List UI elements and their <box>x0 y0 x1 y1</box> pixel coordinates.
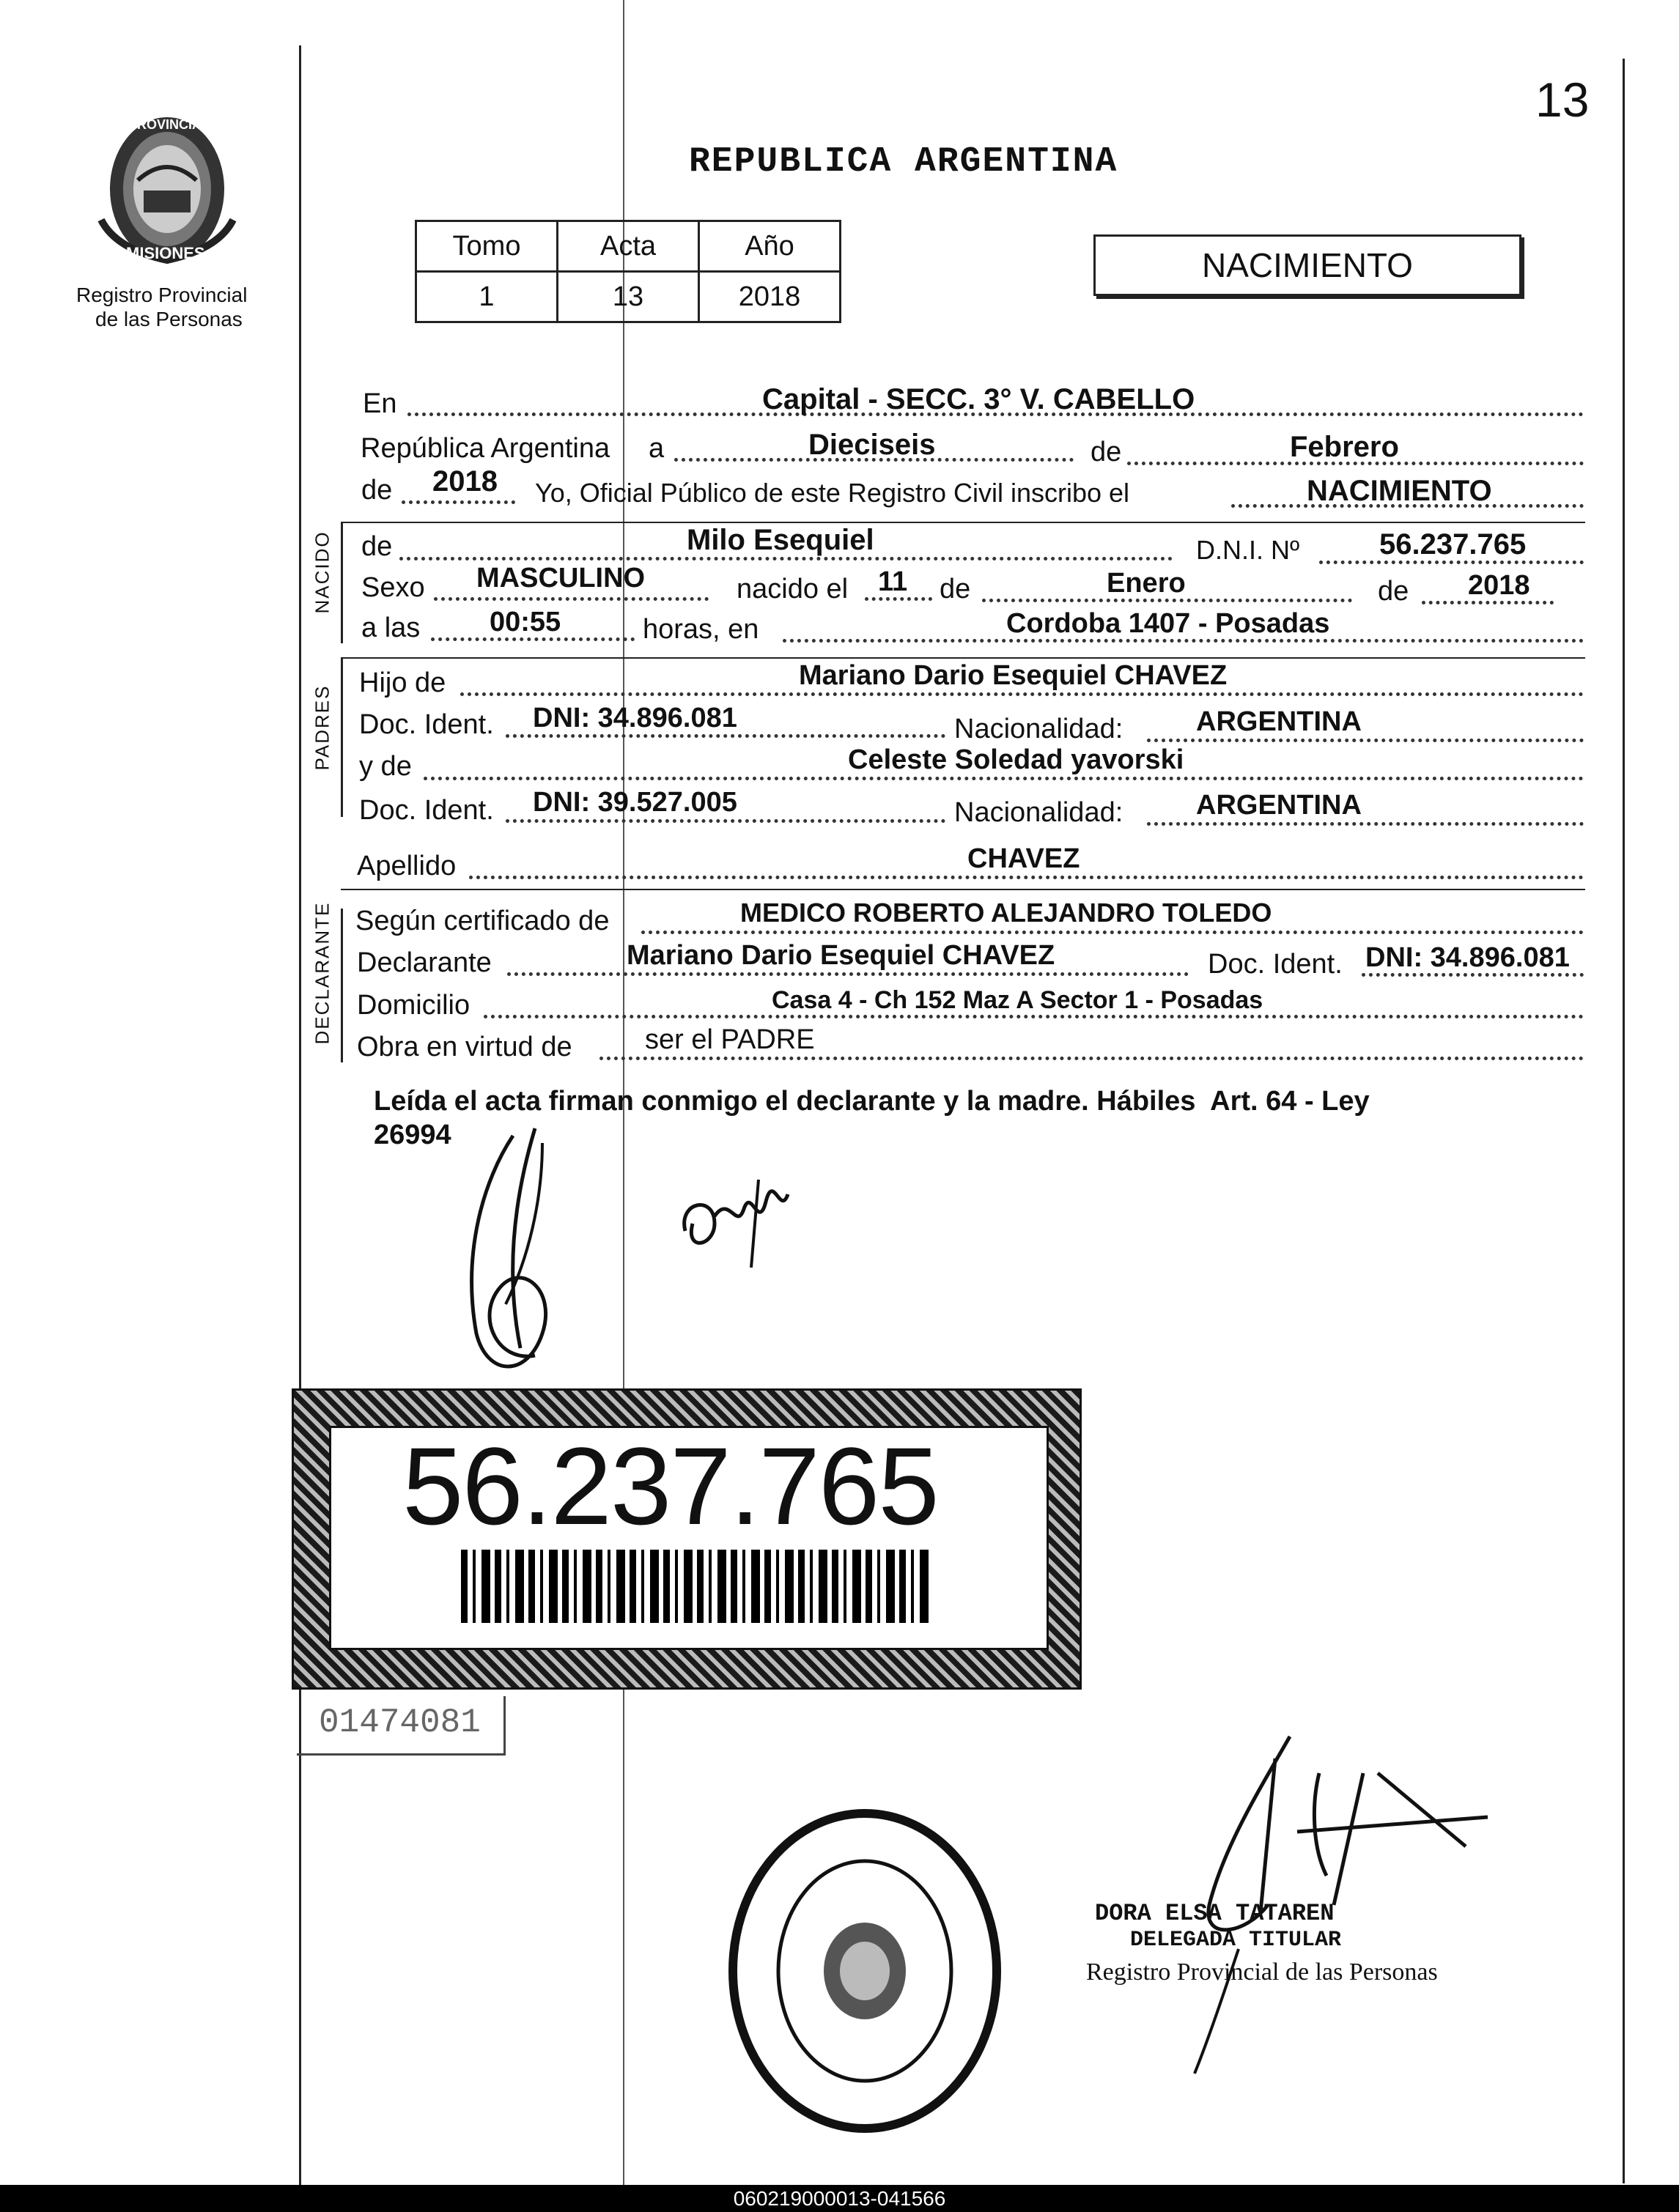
value-sexo: MASCULINO <box>476 563 646 593</box>
country-title: REPUBLICA ARGENTINA <box>689 142 1118 182</box>
value-mes-nac: Enero <box>1107 568 1186 599</box>
official-name: DORA ELSA TATAREN <box>1095 1900 1335 1927</box>
declarant-signature <box>432 1114 601 1385</box>
dots <box>641 931 1584 934</box>
page-number: 13 <box>1535 73 1590 127</box>
label-a: a <box>649 433 665 464</box>
dots <box>434 597 709 601</box>
value-dia-nac: 11 <box>878 566 908 597</box>
dots <box>1362 973 1584 977</box>
official-title: DELEGADA TITULAR <box>1130 1928 1342 1953</box>
value-declarante: Mariano Dario Esequiel CHAVEZ <box>627 940 1055 971</box>
id-sticker <box>292 1388 1082 1690</box>
section-padres: PADRES <box>311 684 333 771</box>
value-domicilio: Casa 4 - Ch 152 Maz A Sector 1 - Posadas <box>772 986 1263 1014</box>
dots <box>865 597 932 601</box>
dots <box>469 876 1584 879</box>
act-type-box <box>1093 234 1521 296</box>
footer-band <box>0 2185 1679 2212</box>
label-de-name: de <box>361 531 393 562</box>
dots <box>460 692 1584 696</box>
dots <box>431 637 635 641</box>
logo-seal-text-top: PROVINCIA DE <box>128 117 224 132</box>
value-obra: ser el PADRE <box>645 1024 815 1055</box>
label-de-year: de <box>361 475 393 506</box>
id-serial-box <box>297 1696 506 1756</box>
label-doc-ident-1: Doc. Ident. <box>359 709 494 740</box>
id-barcode <box>461 1550 930 1623</box>
id-sticker-number: 56.237.765 <box>402 1424 938 1547</box>
value-madre-doc: DNI: 39.527.005 <box>533 787 737 818</box>
label-nacionalidad-2: Nacionalidad: <box>954 797 1123 828</box>
dots <box>982 599 1352 602</box>
label-apellido: Apellido <box>357 851 457 881</box>
label-yo: Yo, Oficial Público de este Registro Civil inscribo el <box>535 478 1130 508</box>
value-padre: Mariano Dario Esequiel CHAVEZ <box>799 660 1228 691</box>
value-lugar-nac: Cordoba 1407 - Posadas <box>1006 608 1330 639</box>
value-nombre: Milo Esequiel <box>687 524 874 556</box>
label-a-las: a las <box>361 613 421 643</box>
value-apellido: CHAVEZ <box>967 843 1080 874</box>
footer-code: 060219000013-041566 <box>733 2187 946 2210</box>
registry-table <box>415 220 841 323</box>
nacido-bar <box>341 522 343 643</box>
acta-header: Acta <box>558 221 699 272</box>
dots <box>507 972 1189 976</box>
label-de-month: de <box>1091 437 1122 467</box>
logo-caption-2: de las Personas <box>95 308 243 330</box>
value-padre-nac: ARGENTINA <box>1196 706 1362 737</box>
label-de-birth-year: de <box>1378 576 1409 607</box>
value-certificado: MEDICO ROBERTO ALEJANDRO TOLEDO <box>740 898 1272 928</box>
value-anio-nac: 2018 <box>1468 570 1530 601</box>
dots <box>424 777 1584 780</box>
anio-value: 2018 <box>699 272 841 322</box>
closing-text-1: Leída el acta firman conmigo el declarante y la madre. Hábiles Art. 64 - Ley <box>374 1086 1370 1117</box>
label-nacido-el: nacido el <box>737 574 849 604</box>
section-nacido: NACIDO <box>311 530 333 614</box>
dots <box>399 557 1173 561</box>
value-lugar: Capital - SECC. 3° V. CABELLO <box>762 383 1195 415</box>
label-sexo: Sexo <box>361 572 425 603</box>
value-acto: NACIMIENTO <box>1307 475 1492 507</box>
value-mes: Febrero <box>1290 431 1399 463</box>
label-y-de: y de <box>359 751 412 782</box>
mother-signature <box>671 1165 802 1275</box>
value-madre-nac: ARGENTINA <box>1196 790 1362 821</box>
label-dni: D.N.I. Nº <box>1196 535 1300 565</box>
logo-seal-text-bottom: MISIONES <box>126 244 205 262</box>
act-type: NACIMIENTO <box>1202 246 1413 284</box>
label-republica: República Argentina <box>361 433 610 464</box>
label-de-day: de <box>940 574 971 604</box>
dots <box>484 1015 1584 1018</box>
label-hijo-de: Hijo de <box>359 667 446 698</box>
logo-caption-1: Registro Provincial <box>76 284 248 306</box>
label-nacionalidad-1: Nacionalidad: <box>954 714 1123 744</box>
label-doc-ident-decl: Doc. Ident. <box>1208 949 1343 980</box>
left-margin-line <box>299 45 301 2185</box>
anio-header: Año <box>699 221 841 272</box>
value-madre: Celeste Soledad yavorski <box>848 744 1184 775</box>
dots <box>1147 822 1584 826</box>
value-dni: 56.237.765 <box>1379 528 1527 561</box>
official-office: Registro Provincial de las Personas <box>1086 1958 1438 1986</box>
value-padre-doc: DNI: 34.896.081 <box>533 703 737 733</box>
label-domicilio: Domicilio <box>357 990 471 1021</box>
dots <box>783 639 1584 643</box>
apellido-rule <box>341 889 1585 890</box>
right-margin-line <box>1623 59 1625 2183</box>
label-horas-en: horas, en <box>643 614 759 645</box>
label-segun: Según certificado de <box>355 906 610 936</box>
label-doc-ident-2: Doc. Ident. <box>359 795 494 826</box>
dots <box>1422 601 1554 604</box>
value-hora: 00:55 <box>490 607 561 637</box>
label-declarante: Declarante <box>357 947 492 978</box>
value-declarante-doc: DNI: 34.896.081 <box>1365 942 1570 973</box>
dots <box>506 819 945 823</box>
tomo-value: 1 <box>416 272 558 322</box>
label-en: En <box>363 388 397 419</box>
dots <box>1319 561 1584 564</box>
dots <box>599 1057 1584 1060</box>
dots <box>402 500 515 504</box>
value-anio: 2018 <box>432 465 498 497</box>
section-declarante: DECLARANTE <box>311 901 333 1045</box>
padres-top-rule <box>341 657 1585 659</box>
id-serial: 01474081 <box>319 1704 481 1742</box>
nacido-top-rule <box>341 522 1585 523</box>
value-dia: Dieciseis <box>808 429 936 461</box>
padres-bar <box>341 657 343 817</box>
declarante-bar <box>341 909 343 1062</box>
label-obra: Obra en virtud de <box>357 1032 572 1062</box>
acta-value: 13 <box>558 272 699 322</box>
closing-text-2: 26994 <box>374 1120 451 1150</box>
tomo-header: Tomo <box>416 221 558 272</box>
dots <box>506 734 945 738</box>
official-seal <box>726 1806 1004 2136</box>
dots <box>1147 739 1584 742</box>
